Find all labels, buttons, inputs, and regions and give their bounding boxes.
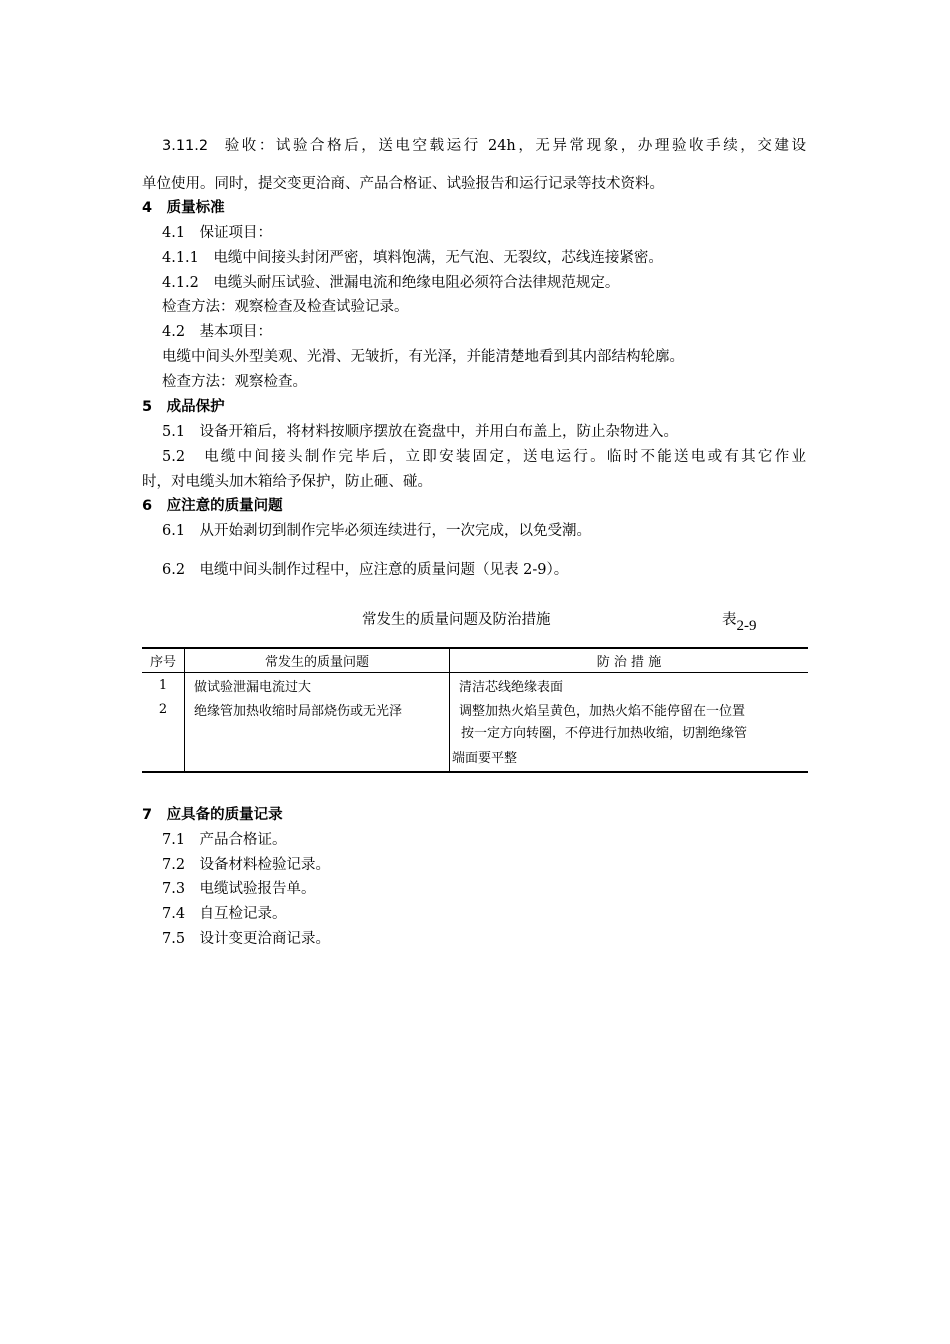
section-heading-5: 5 成品保护	[142, 399, 225, 415]
section-heading-4: 4 质量标准	[142, 200, 225, 216]
cell-no	[142, 721, 185, 772]
item-6-2: 6.2 电缆中间头制作过程中，应注意的质量问题（见表 2-9）。	[162, 562, 569, 578]
table-title: 常发生的质量问题及防治措施	[362, 612, 551, 628]
check-method-2: 检查方法：观察检查。	[162, 374, 307, 390]
header-problem: 常发生的质量问题	[185, 648, 450, 673]
quality-problems-table	[142, 647, 808, 773]
clause-number: 3.11.2	[162, 138, 209, 154]
header-no: 序号	[142, 648, 185, 673]
cell-measure: 调整加热火焰呈黄色，加热火焰不能停留在一位置	[459, 703, 746, 719]
cell-no: 1	[142, 673, 185, 698]
item-4-2: 4.2 基本项目：	[162, 324, 273, 340]
item-4-1: 4.1 保证项目：	[162, 225, 273, 241]
cell-no: 2	[142, 697, 185, 721]
table-row	[142, 721, 808, 772]
basic-item-text: 电缆中间头外型美观、光滑、无皱折，有光泽，并能清楚地看到其内部结构轮廓。	[162, 349, 684, 365]
record-item: 7.1 产品合格证。	[162, 832, 287, 848]
table-label: 表	[722, 612, 737, 628]
item-4-1-2: 4.1.2 电缆头耐压试验、泄漏电流和绝缘电阻必须符合法律规范规定。	[162, 275, 620, 291]
check-method-1: 检查方法：观察检查及检查试验记录。	[162, 299, 409, 315]
table-row	[142, 673, 808, 698]
table-number	[722, 608, 757, 635]
paragraph-3-11-2-line2: 单位使用。同时，提交变更洽商、产品合格证、试验报告和运行记录等技术资料。	[142, 176, 664, 192]
item-5-1: 5.1 设备开箱后，将材料按顺序摆放在瓷盘中，并用白布盖上，防止杂物进入。	[162, 424, 679, 440]
measure-line1: 按一定方向转圈，不停进行加热收缩，切割绝缘管	[461, 726, 748, 741]
record-item: 7.2 设备材料检验记录。	[162, 857, 331, 873]
item-5-2-line2: 时，对电缆头加木箱给予保护，防止砸、碰。	[142, 474, 432, 490]
section-heading-7: 7 应具备的质量记录	[142, 807, 283, 823]
record-item: 7.5 设计变更洽商记录。	[162, 931, 331, 947]
cell-measure	[450, 721, 809, 772]
measure-line2: 端面要平整	[452, 751, 518, 766]
record-item: 7.3 电缆试验报告单。	[162, 881, 316, 897]
table-row	[142, 697, 808, 721]
paragraph-3-11-2-line1	[162, 137, 806, 155]
paragraph-text: 验收：试验合格后，送电空载运行 24h，无异常现象，办理验收手续，交建设	[222, 138, 806, 154]
cell-problem: 绝缘管加热收缩时局部烧伤或无光泽	[185, 697, 450, 721]
cell-measure: 清洁芯线绝缘表面	[459, 679, 564, 695]
cell-problem	[185, 721, 450, 772]
table-number-value: 2-9	[736, 618, 757, 634]
item-5-2-line1: 5.2 电缆中间接头制作完毕后，立即安装固定，送电运行。临时不能送电或有其它作业	[162, 449, 806, 465]
cell-problem: 做试验泄漏电流过大	[185, 673, 450, 698]
header-measure: 防 治 措 施	[450, 648, 809, 673]
item-4-1-1: 4.1.1 电缆中间接头封闭严密，填料饱满，无气泡、无裂纹，芯线连接紧密。	[162, 250, 663, 266]
table-header-row	[142, 648, 808, 673]
section-heading-6: 6 应注意的质量问题	[142, 498, 283, 514]
record-item: 7.4 自互检记录。	[162, 906, 287, 922]
item-6-1: 6.1 从开始剥切到制作完毕必须连续进行，一次完成，以免受潮。	[162, 523, 592, 539]
